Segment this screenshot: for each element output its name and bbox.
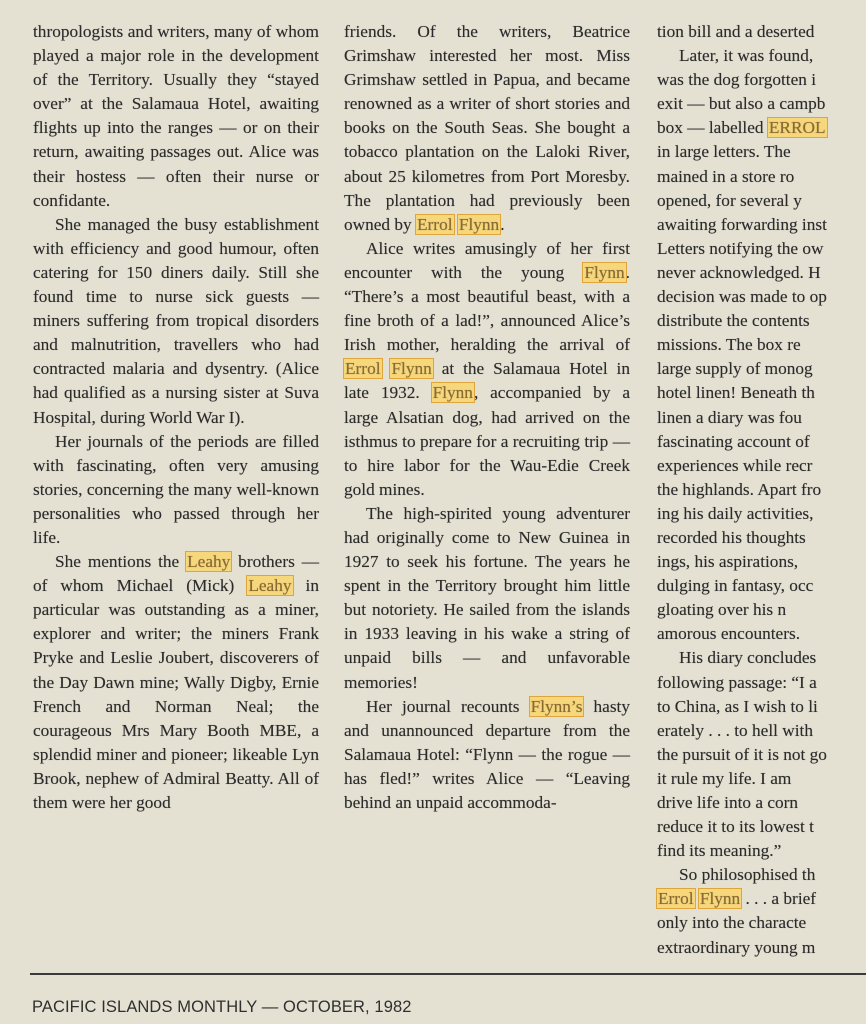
text-run: brothers — of whom Michael (Mick) [33,552,319,596]
paragraph [657,44,866,68]
paragraph [657,767,866,791]
text-run: recorded his thoughts [657,527,806,547]
highlighted-term: Flynn [391,359,432,379]
highlighted-term: ERROL [768,118,826,138]
paragraph [657,791,866,815]
paragraph [657,550,866,574]
text-run: exit — but also a campb [657,94,826,114]
text-run: She managed the busy establishment with efficiency and good humour, often catering for 150 diners daily. Still she found time to nurse sick guests — miners suffering from tropical disorders and malnutrition, travellers who had contracted malaria and dysentry. (Alice had qualified as a nursing sister at Suva Hospital, during World War I). [33,214,319,427]
text-run: So philosophised th [679,865,816,885]
paragraph [657,598,866,622]
page-footer: PACIFIC ISLANDS MONTHLY — OCTOBER, 1982 [32,998,412,1016]
highlighted-term: Leahy [187,552,231,572]
text-run: . . . a brief [741,889,817,909]
paragraph [657,140,866,164]
text-run: the pursuit of it is not go [657,744,827,764]
text-run: erately . . . to hell with [657,720,813,740]
highlighted-term: Errol [417,214,453,234]
text-run: , accompanied by a large Alsatian dog, had arrived on the isthmus to prepare for a recruiting trip — to hire labor for the Wau-Edie Creek gold mines. [344,383,631,499]
highlighted-term: Flynn’s [530,696,583,716]
text-run: awaiting forwarding inst [657,214,827,234]
text-run: Later, it was found, [679,46,814,66]
text-run: fascinating account of [657,431,810,451]
text-run: amorous encounters. [657,624,801,644]
highlighted-term: Flynn [458,214,500,234]
text-run: Her journal recounts [366,696,530,716]
paragraph [657,911,866,935]
text-run: Alice writes amusingly of her first encounter with the young [344,238,630,282]
paragraph [657,333,866,357]
paragraph [657,430,866,454]
paragraph [657,454,866,478]
paragraph [657,936,866,960]
text-run: . “There’s a most beautiful beast, with a fine broth of a lad!”, announced Alice’s Irish mother, heralding the arrival of [344,262,630,355]
text-run: was the dog forgotten i [657,70,817,90]
paragraph [657,261,866,285]
text-run: large supply of monog [657,359,813,379]
text-run: never acknowledged. H [657,262,821,282]
paragraph [657,20,866,44]
highlighted-term: Errol [345,359,381,379]
paragraph [657,68,866,92]
text-run: only into the characte [657,913,807,933]
text-run: reduce it to its lowest t [657,817,814,837]
paragraph [33,213,319,430]
paragraph [657,839,866,863]
paragraph [657,381,866,405]
paragraph [657,213,866,237]
article-column-2 [344,20,630,815]
text-run: His diary concludes [679,648,817,668]
paragraph [657,646,866,670]
highlighted-term: Flynn [432,383,473,403]
paragraph [657,887,866,911]
paragraph [657,574,866,598]
text-run: decision was made to op [657,287,827,307]
paragraph [344,502,630,695]
text-run: Her journals of the periods are filled with fascinating, often very amusing stories, concerning the many well-known personalities who passed through her life. [33,431,319,547]
article-column-3 [657,20,866,960]
paragraph [657,671,866,695]
paragraph [657,719,866,743]
paragraph [657,863,866,887]
text-run: tion bill and a deserted [657,22,815,41]
text-run: it rule my life. I am [657,768,792,788]
text-run: drive life into a corn [657,793,799,812]
text-run: opened, for several y [657,190,802,210]
text-run: thropologists and writers, many of whom played a major role in the development of the Territory. Usually they “stayed over” at the Salamaua Hotel, awaiting flights up into the ranges — or on their return, awaiting passages out. Alice was their hostess — often their nurse or confidante. [33,22,319,210]
text-run: box — labelled [657,118,768,138]
text-run: experiences while recr [657,455,813,475]
paragraph [33,430,319,550]
highlighted-term: Leahy [248,576,292,596]
text-run: ings, his aspirations, [657,552,799,572]
paragraph [657,406,866,430]
paragraph [657,237,866,261]
text-run: The high-spirited young adventurer had originally come to New Guinea in 1927 to seek his fortune. The years he spent in the Territory brought him little but notoriety. He sailed from the islands in 1933 leaving in his wake a string of unpaid bills — and unfavorable memories! [344,503,630,692]
footer-rule [30,973,866,975]
paragraph [657,815,866,839]
paragraph [657,116,866,140]
paragraph [657,743,866,767]
paragraph [657,357,866,381]
paragraph [657,478,866,502]
text-run: Letters notifying the ow [657,238,824,258]
text-run: . [500,214,505,234]
text-run: linen a diary was fou [657,407,802,427]
text-run: to China, as I wish to li [657,696,818,716]
highlighted-term: Flynn [584,262,625,282]
text-run: hasty and unannounced departure from the Salamaua Hotel: “Flynn — the rogue — has fled!” writes Alice — “Leaving behind an unpaid accommoda- [344,696,630,812]
paragraph [657,189,866,213]
text-run: following passage: “I a [657,672,817,692]
paragraph [657,92,866,116]
text-run: extraordinary young m [657,937,816,957]
paragraph [344,237,630,502]
paragraph [657,622,866,646]
paragraph [344,20,630,237]
paragraph [657,526,866,550]
paragraph [657,695,866,719]
paragraph [657,309,866,333]
text-run: She mentions the [55,552,187,572]
text-run: missions. The box re [657,335,801,355]
paragraph [657,165,866,189]
text-run: in particular was outstanding as a miner, explorer and writer; the miners Frank Pryke and Leslie Joubert, discoverers of the Day Dawn mine; Wally Digby, Ernie French and Norman Neal; the courageous Mrs Mary Booth MBE, a splendid miner and pioneer; likeable Lyn Brook, nephew of Admiral Beatty. All of them were her good [33,576,319,812]
text-run: ing his daily activities, [657,503,814,523]
text-run: the highlands. Apart fro [657,479,822,499]
text-run: find its meaning.” [657,841,782,861]
paragraph [657,285,866,309]
text-run: distribute the contents [657,311,810,331]
article-column-1 [33,20,319,815]
text-run: dulging in fantasy, occ [657,576,814,596]
text-run: friends. Of the writers, Beatrice Grimshaw interested her most. Miss Grimshaw settled in Papua, and became renowned as a writer of short stories and books on the South Seas. She bought a tobacco plantation on the Laloki River, about 25 kilometres from Port Moresby. The plantation had previously been owned by [344,22,630,234]
text-run: hotel linen! Beneath th [657,383,815,403]
paragraph [344,695,630,815]
text-run: mained in a store ro [657,166,795,186]
text-run: gloating over his n [657,600,787,620]
paragraph [33,20,319,213]
text-run: at the Salamaua Hotel in late 1932. [344,359,630,403]
paragraph [657,502,866,526]
text-run: in large letters. The [657,142,791,162]
paragraph [33,550,319,815]
highlighted-term: Errol [658,889,694,909]
highlighted-term: Flynn [699,889,741,909]
